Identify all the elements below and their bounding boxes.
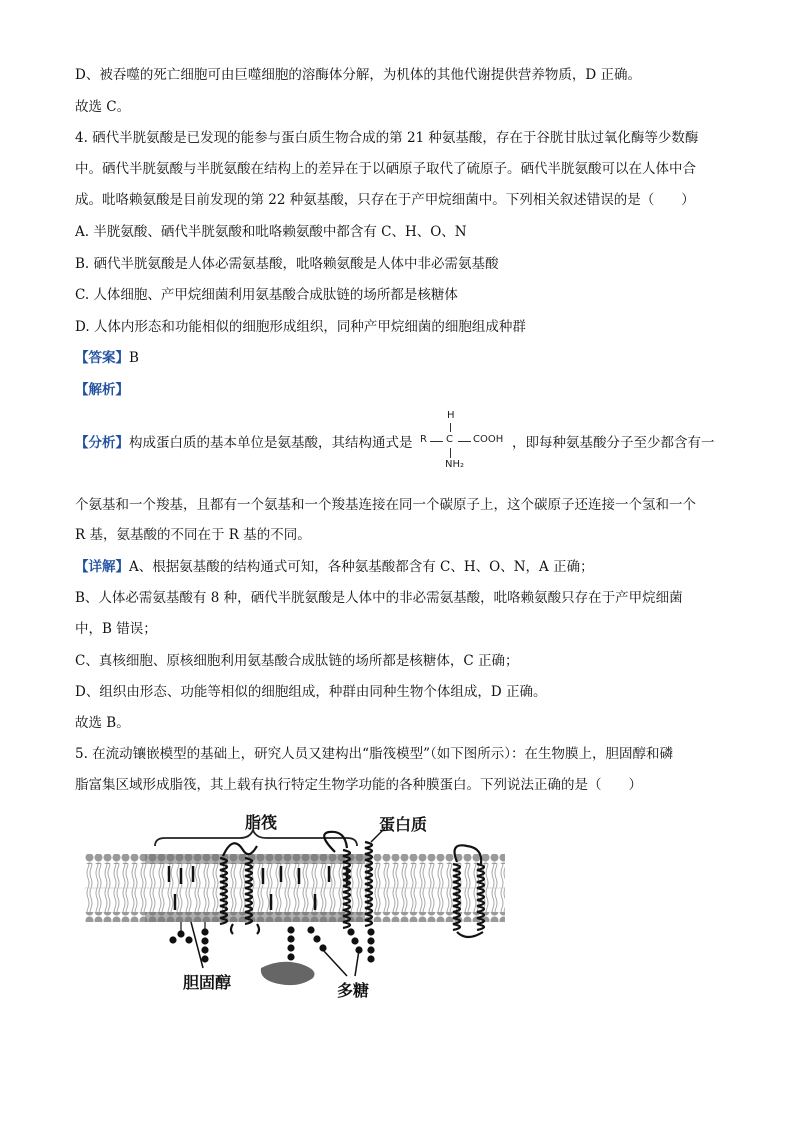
polysaccharide-label-leader-2 (355, 950, 359, 976)
formula-bond-top (450, 423, 451, 432)
outer-leaflet-tails (85, 864, 505, 888)
question-4-stem-line-1: 4. 硒代半胱氨酸是已发现的能参与蛋白质生物合成的第 21 种氨基酸，存在于谷胱甘肽过氧化酶等少数酶 (75, 130, 699, 146)
label-polysaccharide: 多糖 (337, 981, 370, 1000)
membrane-diagram (85, 808, 505, 1003)
xiangjie-tag: 【详解】 (75, 559, 129, 575)
detail-line-b1: B、人体必需氨基酸有 8 种，硒代半胱氨酸是人体中的非必需氨基酸，吡咯赖氨酸只存在于产甲烷细菌 (75, 590, 683, 606)
cytoplasmic-protein-blob (261, 962, 315, 985)
analysis-line-1-before (75, 432, 420, 454)
detail-conclusion: 故选 B。 (75, 715, 130, 731)
analysis-line-1-after: ，即每种氨基酸分子至少都含有一 (512, 435, 715, 451)
analysis-tag: 【解析】 (75, 382, 129, 398)
raft-region-inner (145, 912, 365, 922)
detail-line-d: D、组织由形态、功能等相似的细胞组成，种群由同种生物个体组成，D 正确。 (75, 684, 547, 700)
question-4-stem-line-3: 成。吡咯赖氨酸是目前发现的第 22 种氨基酸，只存在于产甲烷细菌中。下列相关叙述错误的是（ ） (75, 192, 695, 208)
cholesterol-label-leader (191, 922, 203, 968)
label-cholesterol: 胆固醇 (183, 973, 232, 992)
question-4-stem-line-2: 中。硒代半胱氨酸与半胱氨酸在结构上的差异在于以硒原子取代了硫原子。硒代半胱氨酸可以在人体中合 (75, 161, 696, 177)
answer-tag: 【答案】 (75, 350, 129, 366)
detail-a-text: A、根据氨基酸的结构通式可知，各种氨基酸都含有 C、H、O、N，A 正确； (129, 559, 594, 575)
answer-value: B (129, 350, 139, 366)
question-4-option-c: C. 人体细胞、产甲烷细菌利用氨基酸合成肽链的场所都是核糖体 (75, 287, 458, 303)
inner-leaflet-tails (85, 888, 505, 912)
formula-bond-right (458, 441, 471, 442)
label-lipid-raft: 脂筏 (245, 813, 278, 832)
question-4-option-b: B. 硒代半胱氨酸是人体必需氨基酸，吡咯赖氨酸是人体中非必需氨基酸 (75, 256, 499, 272)
amino-acid-structural-formula (420, 410, 512, 474)
analysis-tag-line (75, 379, 734, 401)
detail-line-c: C、真核细胞、原核细胞利用氨基酸合成肽链的场所都是核糖体，C 正确； (75, 653, 519, 669)
formula-r: R (420, 434, 427, 445)
label-protein: 蛋白质 (379, 815, 428, 834)
question-5-stem-line-2: 脂富集区域形成脂筏，其上载有执行特定生物学功能的各种膜蛋白。下列说法正确的是（ ） (75, 777, 642, 793)
raft-region-outer (145, 854, 365, 864)
formula-bond-bottom (450, 448, 451, 458)
fenxi-tag: 【分析】 (75, 435, 129, 451)
text-line-conclusion-prev: 故选 C。 (75, 99, 131, 115)
question-4-option-d: D. 人体内形态和功能相似的细胞形成组织，同种产甲烷细菌的细胞组成种群 (75, 319, 526, 335)
lipid-raft-figure (85, 808, 505, 1003)
analysis-line-3: R 基，氨基酸的不同在于 R 基的不同。 (75, 527, 311, 543)
formula-nh2: NH₂ (445, 459, 465, 470)
formula-c: C (446, 434, 453, 445)
detail-line-a (75, 556, 734, 578)
question-5-stem-line-1: 5. 在流动镶嵌模型的基础上，研究人员又建构出“脂筏模型”（如下图所示）：在生物膜上，胆固醇和磷 (75, 746, 673, 762)
fenxi-text-before: 构成蛋白质的基本单位是氨基酸，其结构通式是 (129, 435, 413, 451)
detail-line-b2: 中，B 错误； (75, 621, 157, 637)
formula-h: H (447, 410, 455, 421)
text-line-option-d-prev: D、被吞噬的死亡细胞可由巨噬细胞的溶酶体分解，为机体的其他代谢提供营养物质，D 正确。 (75, 67, 641, 83)
answer-line (75, 347, 734, 369)
analysis-line-2: 个氨基和一个羧基，且都有一个氨基和一个羧基连接在同一个碳原子上，这个碳原子还连接一个氢和一个 (75, 497, 696, 513)
formula-cooh: COOH (473, 434, 504, 445)
formula-bond-left (430, 441, 443, 442)
polysaccharide-label-leader-1 (323, 950, 347, 976)
question-4-option-a: A. 半胱氨酸、硒代半胱氨酸和吡咯赖氨酸中都含有 C、H、O、N (75, 224, 467, 240)
